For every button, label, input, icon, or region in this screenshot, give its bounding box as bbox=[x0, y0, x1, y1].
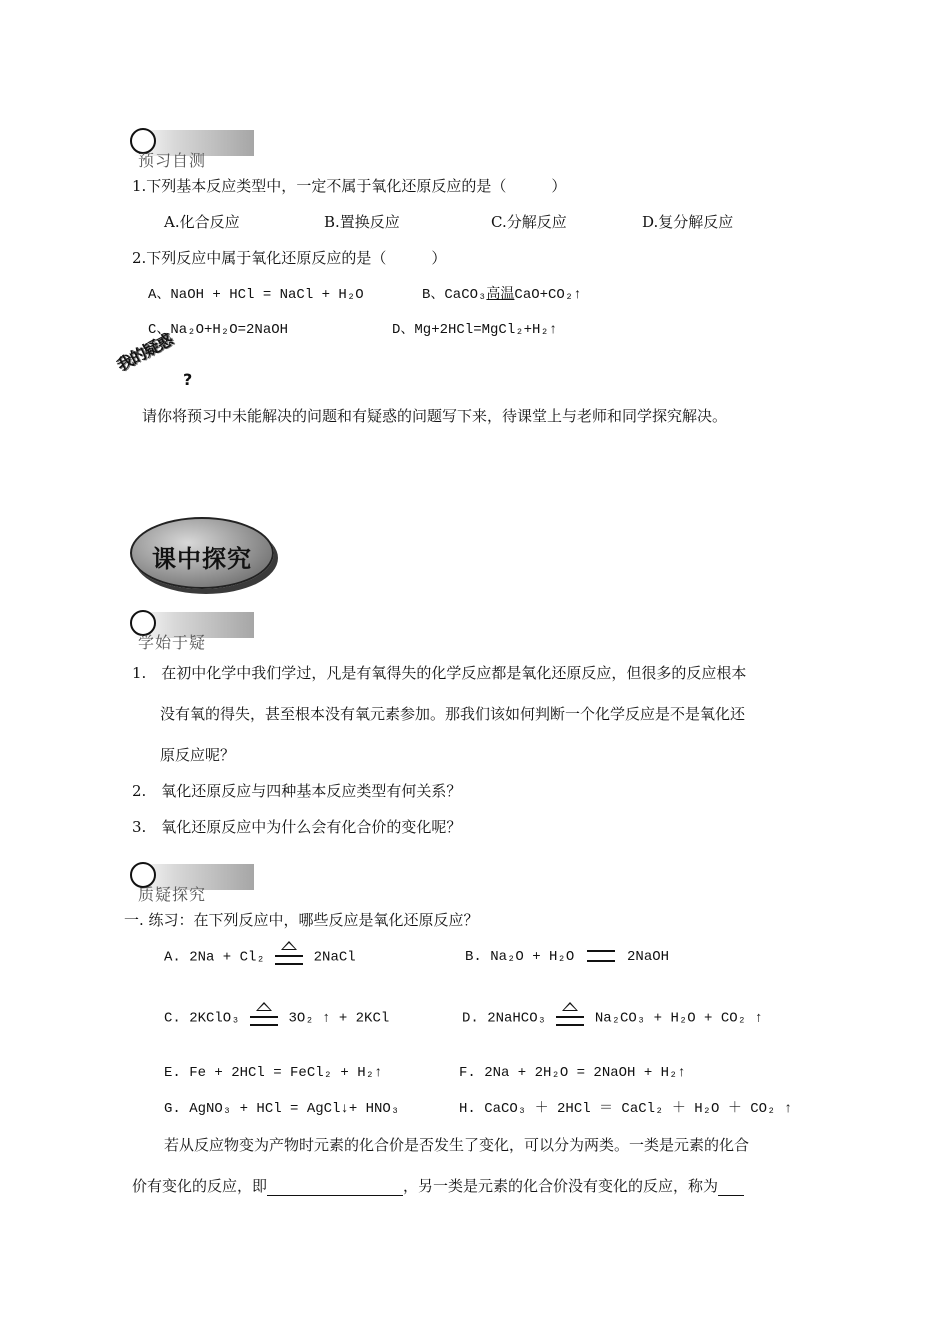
reaction-b bbox=[465, 947, 669, 967]
inquiry-item-2: 2. 氧化还原反应与四种基本反应类型有何关系？ bbox=[132, 782, 462, 800]
header-label: 质疑探究 bbox=[138, 885, 207, 904]
inquiry-item-3: 3. 氧化还原反应中为什么会有化合价的变化呢？ bbox=[132, 818, 462, 836]
reaction-g: G. AgNO₃ + HCl = AgCl↓+ HNO₃ bbox=[164, 1101, 400, 1117]
doubts-instruction: 请你将预习中未能解决的问题和有疑惑的问题写下来，待课堂上与老师和同学探究解决。 bbox=[142, 407, 728, 425]
reaction-b-right: 2NaOH bbox=[627, 949, 670, 965]
reaction-a-right: 2NaCl bbox=[313, 949, 356, 966]
q2-b-products: CaO+CO₂↑ bbox=[514, 287, 582, 303]
reaction-f: F. 2Na + 2H₂O = 2NaOH + H₂↑ bbox=[459, 1065, 686, 1081]
reaction-h: H. CaCO₃ ＋ 2HCl ＝ CaCl₂ ＋ H₂O ＋ CO₂ ↑ bbox=[459, 1101, 793, 1117]
q2-option-c: C、Na₂O+H₂O=2NaOH bbox=[148, 322, 289, 338]
question-2: 2.下列反应中属于氧化还原反应的是（ ） bbox=[132, 249, 447, 267]
section-header-explore bbox=[132, 864, 262, 904]
q2-option-a: A、NaOH + HCl = NaCl + H₂O bbox=[148, 287, 364, 303]
reaction-d-left: D. 2NaHCO₃ bbox=[462, 1010, 547, 1027]
heat-equals-icon bbox=[554, 1008, 586, 1028]
q1-option-d: D.复分解反应 bbox=[642, 213, 734, 231]
inquiry-item-1-cont2: 原反应呢？ bbox=[160, 746, 236, 764]
classification-paragraph-line2 bbox=[132, 1176, 744, 1196]
q1-option-b: B.置换反应 bbox=[324, 213, 400, 231]
double-equals-icon bbox=[587, 950, 615, 962]
section-header-learn bbox=[132, 612, 262, 652]
exercise-intro: 一. 练习：在下列反应中，哪些反应是氧化还原反应？ bbox=[124, 911, 479, 929]
inquiry-item-1: 1. 在初中化学中我们学过，凡是有氧得失的化学反应都是氧化还原反应，但很多的反应根本 bbox=[132, 664, 747, 682]
q2-b-condition: 高温 bbox=[486, 287, 515, 303]
reaction-d-right: Na₂CO₃ + H₂O + CO₂ ↑ bbox=[594, 1010, 763, 1027]
q2-b-reactant: B、CaCO₃ bbox=[422, 287, 487, 303]
answer-blank-2[interactable] bbox=[718, 1179, 744, 1196]
heat-equals-icon bbox=[273, 947, 305, 967]
para2-part-a: 价有变化的反应，即 bbox=[132, 1177, 268, 1195]
header-label: 预习自测 bbox=[138, 151, 207, 170]
section-header-preview bbox=[132, 130, 262, 170]
inquiry-item-1-cont: 没有氧的得失，甚至根本没有氧元素参加。那我们该如何判断一个化学反应是不是氧化还 bbox=[160, 705, 746, 723]
q2-option-d: D、Mg+2HCl=MgCl₂+H₂↑ bbox=[392, 322, 558, 338]
doubts-wordart: 我的疑惑 bbox=[113, 329, 176, 375]
answer-blank-1[interactable] bbox=[267, 1179, 403, 1196]
inclass-title: 课中探究 bbox=[152, 545, 252, 573]
q2-option-b bbox=[422, 285, 582, 305]
reaction-b-left: B. Na₂O + H₂O bbox=[465, 949, 575, 965]
reaction-a-left: A. 2Na + Cl₂ bbox=[164, 949, 265, 966]
reaction-c-right: 3O₂ ↑ + 2KCl bbox=[288, 1010, 390, 1027]
question-mark-icon: ? bbox=[183, 370, 193, 389]
question-1: 1.下列基本反应类型中，一定不属于氧化还原反应的是（ ） bbox=[132, 177, 567, 195]
q1-option-c: C.分解反应 bbox=[491, 213, 567, 231]
inclass-title-oval bbox=[130, 517, 274, 589]
reaction-d bbox=[462, 1008, 763, 1029]
para2-part-b: ，另一类是元素的化合价没有变化的反应，称为 bbox=[403, 1177, 719, 1195]
reaction-e: E. Fe + 2HCl = FeCl₂ + H₂↑ bbox=[164, 1065, 383, 1081]
header-label: 学始于疑 bbox=[138, 633, 207, 652]
heat-equals-icon bbox=[248, 1008, 280, 1028]
classification-paragraph-line1: 若从反应物变为产物时元素的化合价是否发生了变化，可以分为两类。一类是元素的化合 bbox=[164, 1136, 750, 1154]
reaction-c bbox=[164, 1008, 389, 1029]
reaction-a bbox=[164, 947, 356, 968]
reaction-c-left: C. 2KClO₃ bbox=[164, 1010, 240, 1027]
q1-option-a: A.化合反应 bbox=[164, 213, 240, 231]
